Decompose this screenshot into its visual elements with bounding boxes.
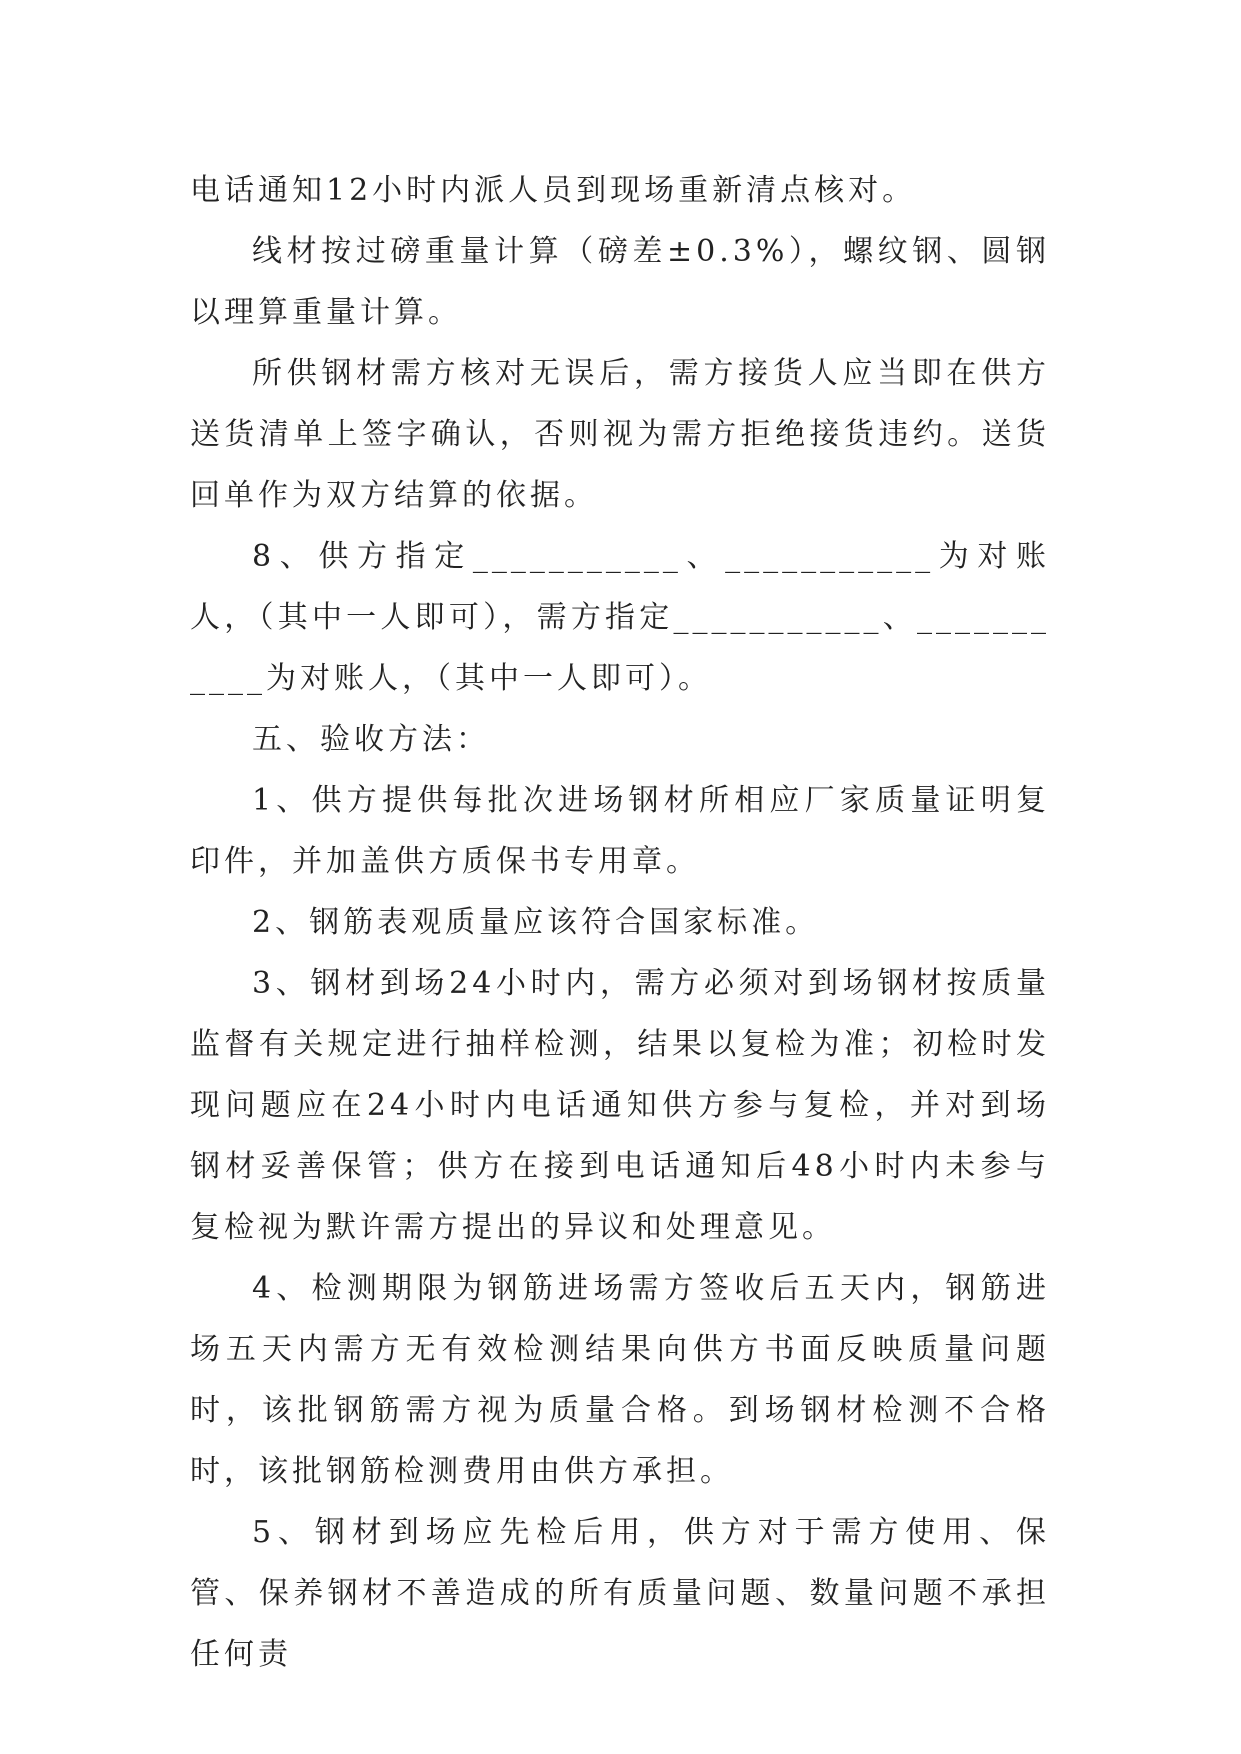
- paragraph-weight-calculation: 线材按过磅重量计算（磅差±0.3%），螺纹钢、圆钢以理算重量计算。: [190, 234, 1050, 330]
- clause-quality-certificate: 1、供方提供每批次进场钢材所相应厂家质量证明复印件，并加盖供方质保书专用章。: [190, 783, 1050, 879]
- clause-inspect-before-use: 5、钢材到场应先检后用，供方对于需方使用、保管、保养钢材不善造成的所有质量问题、数量问题不承担任何责: [190, 1515, 1050, 1672]
- paragraph-reconciliation-contacts: 8、供方指定___________、___________为对账人，（其中一人即可），需方指定___________、___________为对账人，（其中一人即可）。: [190, 539, 1050, 696]
- paragraph-delivery-confirmation: 所供钢材需方核对无误后，需方接货人应当即在供方送货清单上签字确认，否则视为需方拒绝接货违约。送货回单作为双方结算的依据。: [190, 356, 1050, 513]
- clause-surface-quality: 2、钢筋表观质量应该符合国家标准。: [252, 905, 820, 940]
- clause-sampling-inspection: 3、钢材到场24小时内，需方必须对到场钢材按质量监督有关规定进行抽样检测，结果以复检为准；初检时发现问题应在24小时内电话通知供方参与复检，并对到场钢材妥善保管；供方在接到电话通知后48小时内未参与复检视为默许需方提出的异议和处理意见。: [190, 966, 1050, 1245]
- paragraph-continuation: 电话通知12小时内派人员到现场重新清点核对。: [190, 173, 917, 208]
- section-heading-acceptance: 五、验收方法：: [252, 722, 490, 757]
- clause-inspection-period: 4、检测期限为钢筋进场需方签收后五天内，钢筋进场五天内需方无有效检测结果向供方书面反映质量问题时，该批钢筋需方视为质量合格。到场钢材检测不合格时，该批钢筋检测费用由供方承担。: [190, 1271, 1050, 1489]
- document-body: [190, 160, 1050, 1685]
